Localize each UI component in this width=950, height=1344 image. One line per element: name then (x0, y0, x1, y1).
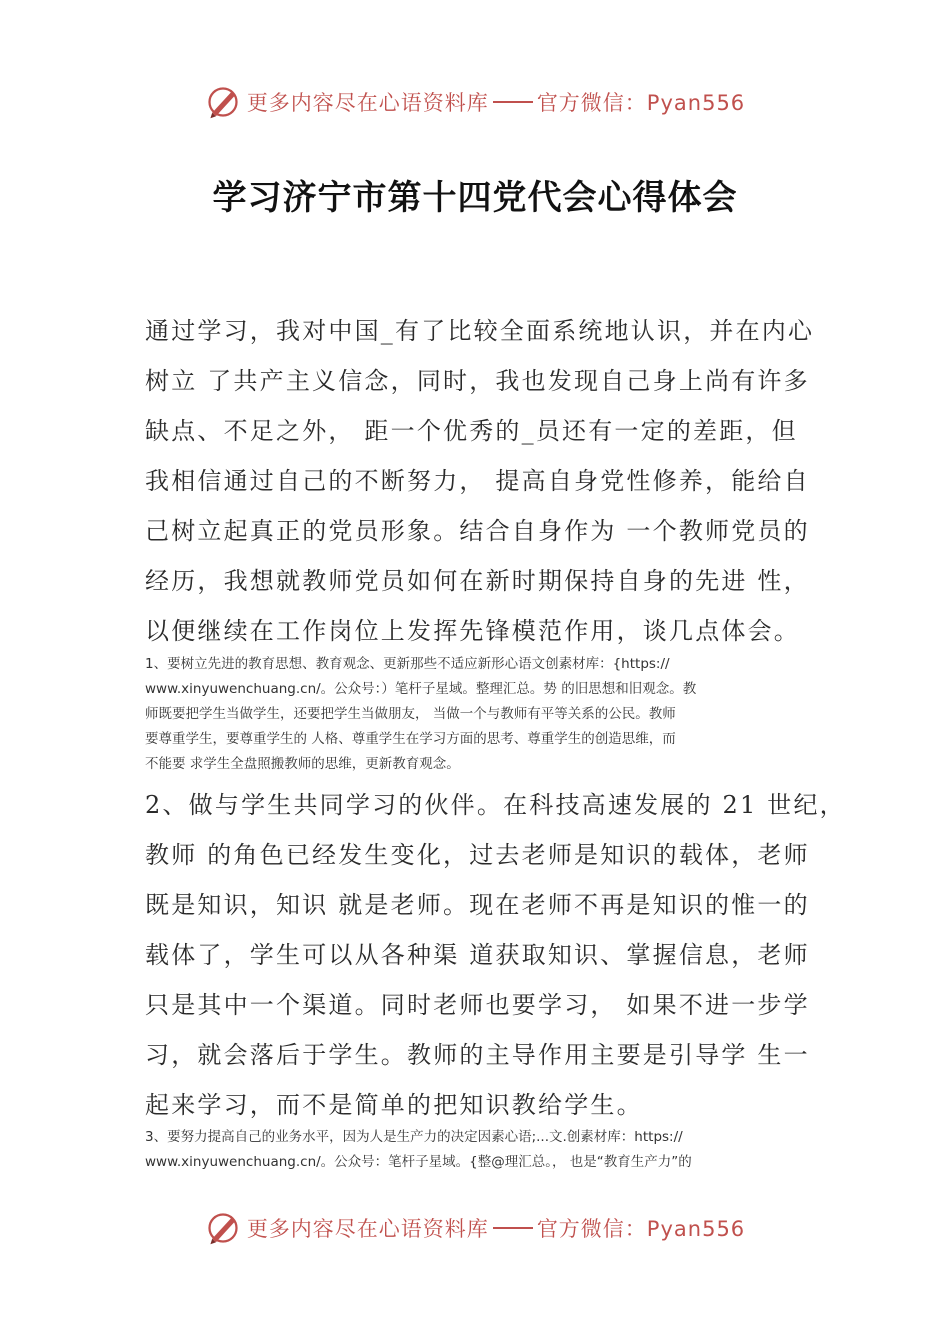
paragraph-line: 己树立起真正的党员形象。结合自身作为 一个教师党员的 (145, 517, 810, 545)
paragraph-line: 1、要树立先进的教育思想、教育观念、更新那些不适应新形心语文创素材库：{https:// (145, 656, 670, 672)
header-banner (0, 82, 950, 122)
banner-divider (493, 101, 533, 103)
point-1-paragraph (145, 652, 813, 777)
document-title: 学习济宁市第十四党代会心得体会 (212, 178, 738, 218)
paragraph-line: 师既要把学生当做学生，还要把学生当做朋友， 当做一个与教师有平等关系的公民。教师 (145, 706, 676, 722)
paragraph-line: 缺点、不足之外， 距一个优秀的_员还有一定的差距，但 (145, 417, 798, 445)
paragraph-line: 通过学习，我对中国_有了比较全面系统地认识，并在内心 (145, 317, 815, 345)
paragraph-line: 树立 了共产主义信念，同时，我也发现自己身上尚有许多 (145, 367, 810, 395)
paragraph-line: 经历，我想就教师党员如何在新时期保持自身的先进 性， (145, 567, 810, 595)
paragraph-line: 习，就会落后于学生。教师的主导作用主要是引导学 生一 (145, 1041, 810, 1069)
paragraph-line: www.xinyuwenchuang.cn/。公众号：）笔杆子星域。整理汇总。势 的旧思想和旧观念。教 (145, 681, 697, 697)
paragraph-line: 只是其中一个渠道。同时老师也要学习， 如果不进一步学 (145, 991, 810, 1019)
paragraph-line: 起来学习，而不是简单的把知识教给学生。 (145, 1091, 643, 1119)
point-2-paragraph (145, 780, 846, 1130)
paragraph-line: 要尊重学生，要尊重学生的 人格、尊重学生在学习方面的思考、尊重学生的创造思维，而 (145, 731, 676, 747)
intro-paragraph (145, 306, 825, 656)
paragraph-line: 载体了，学生可以从各种渠 道获取知识、掌握信息，老师 (145, 941, 810, 969)
paragraph-line: 我相信通过自己的不断努力， 提高自身党性修养，能给自 (145, 467, 810, 495)
paragraph-line: 3、要努力提高自己的业务水平，因为人是生产力的决定因素心语;...文.创素材库：https:// (145, 1129, 683, 1145)
point-3-paragraph (145, 1125, 813, 1175)
pen-logo-icon (205, 84, 241, 120)
footer-banner (0, 1208, 950, 1248)
paragraph-line: www.xinyuwenchuang.cn/。公众号：笔杆子星域。{整@理汇总。， 也是“教育生产力”的 (145, 1154, 692, 1170)
banner-text-right: 官方微信：Pyan556 (536, 91, 746, 115)
banner-divider (493, 1227, 533, 1229)
paragraph-line: 教师 的角色已经发生变化，过去老师是知识的载体，老师 (145, 841, 810, 869)
banner-text-left: 更多内容尽在心语资料库 (246, 1217, 489, 1241)
paragraph-line: 以便继续在工作岗位上发挥先锋模范作用，谈几点体会。 (145, 617, 800, 645)
paragraph-line: 不能要 求学生全盘照搬教师的思维，更新教育观念。 (145, 756, 460, 772)
banner-text-left: 更多内容尽在心语资料库 (246, 91, 489, 115)
pen-logo-icon (205, 1210, 241, 1246)
paragraph-line: 2、做与学生共同学习的伙伴。在科技高速发展的 21 世纪， (145, 791, 846, 819)
paragraph-line: 既是知识，知识 就是老师。现在老师不再是知识的惟一的 (145, 891, 810, 919)
banner-text-right: 官方微信：Pyan556 (536, 1217, 746, 1241)
